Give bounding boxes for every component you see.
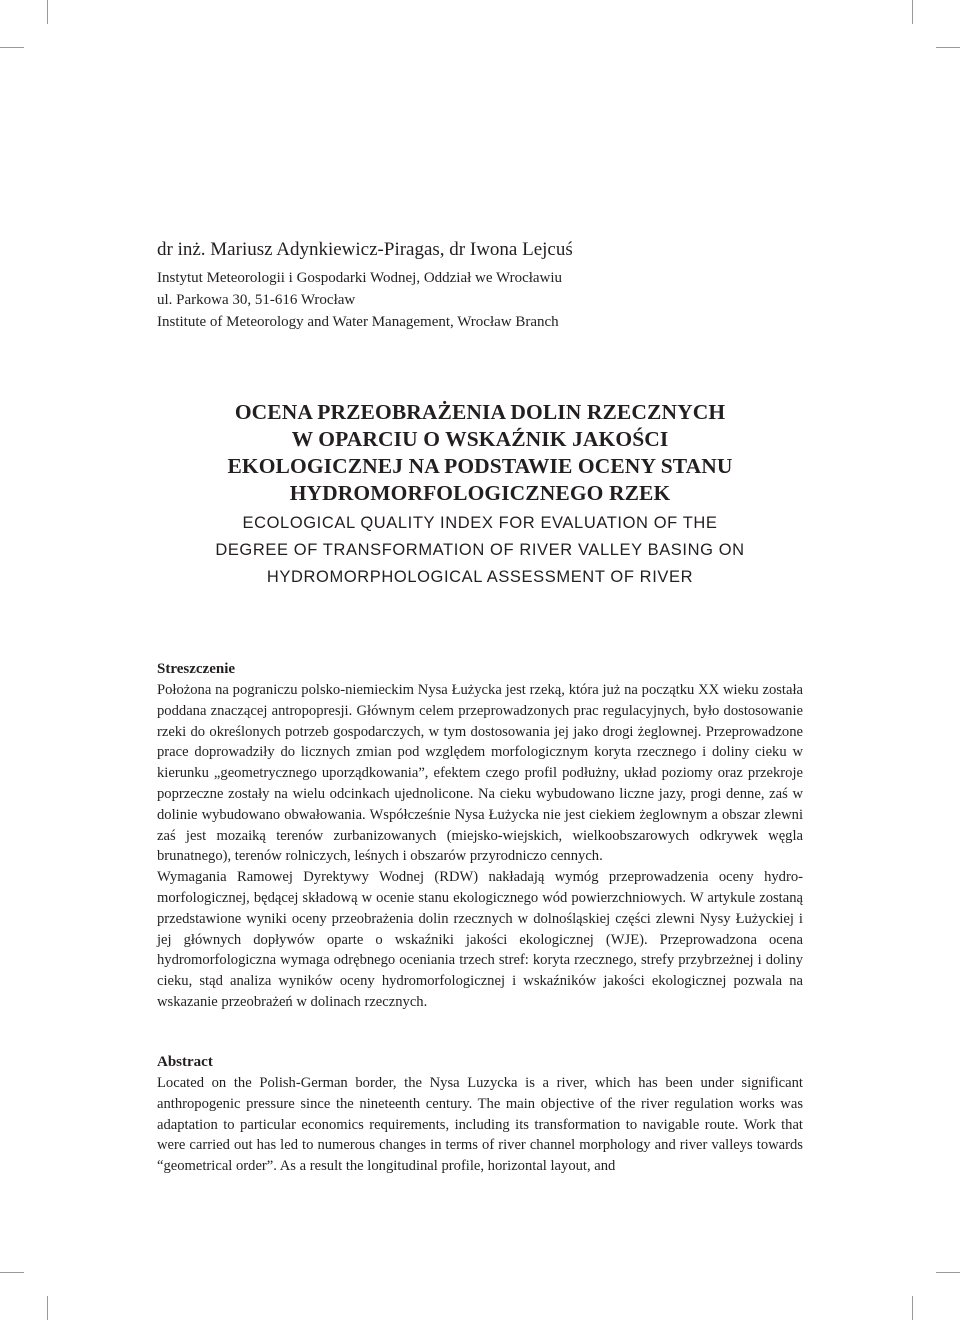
streszczenie-body <box>157 680 803 1013</box>
title-polish-line: OCENA PRZEOBRAŻENIA DOLIN RZECZNYCH <box>234 400 726 424</box>
title-english-line: DEGREE OF TRANSFORMATION OF RIVER VALLEY BASING ON <box>215 541 745 559</box>
affiliation-line: Instytut Meteorologii i Gospodarki Wodnej, Oddział we Wrocławiu <box>157 270 563 286</box>
crop-mark <box>47 0 48 24</box>
crop-mark <box>47 1296 48 1320</box>
streszczenie-paragraph: Położona na pograniczu polsko-niemieckim Nysa Łużycka jest rzeką, która już na początku XX wieku została poddana znaczącej antropopresji. Głównym celem przeprowadzonych prac regulacyjnych, było dostosowanie rzeki do określonych potrzeb gospodarczych, w tym dostosowania jej jako drogi żeglownej. Przeprowadzone prace doprowadziły do licznych zmian pod względem morfologicznym koryta rzecznego i doliny cieku w kierunku „geometrycznego uporządkowania”, efektem czego profil podłużny, układ poziomy oraz przekroje poprzeczne zostały na wielu odcinkach ujednolicone. Na cieku wybudowano liczne jazy, progi denne, zaś w dolinie wybudowano obwałowania. Współcześnie Nysa Łużycka nie jest ciekiem żeglownym a obszar zlewni zaś jest mozaiką terenów zurbanizowanych (miejsko-wiejskich, wielkoobszarowych odkrywek węgla brunatnego), terenów rolniczych, leśnych i obszarów przyrodniczo cennych. <box>157 682 803 865</box>
crop-mark <box>936 1272 960 1273</box>
authors: dr inż. Mariusz Adynkiewicz-Piragas, dr Iwona Lejcuś <box>157 239 573 260</box>
streszczenie-paragraph: Wymagania Ramowej Dyrektywy Wodnej (RDW) nakładają wymóg przeprowadzenia oceny hydromorfologicznej, będącej składową w ocenie stanu ekologicznego wód powierzchniowych. W artykule zostaną przedstawione wyniki oceny przeobrażenia dolin rzecznych w dolnośląskiej części zlewni Nysy Łużyckiej i jej głównych dopływów oparte o wskaźniki jakości ekologicznej (WJE). Przeprowadzona ocena hydromorfologiczna wymaga odrębnego oceniania trzech stref: koryta rzecznego, strefy przybrzeżnej i doliny cieku, stąd analiza wyników oceny hydromorfologicznej i wskaźników jakości ekologicznej pozwala na wskazanie przeobrażeń w dolinach rzecznych. <box>157 869 803 1010</box>
crop-mark <box>936 47 960 48</box>
crop-mark <box>912 1296 913 1320</box>
title-english-line: ECOLOGICAL QUALITY INDEX FOR EVALUATION OF THE <box>242 514 718 532</box>
affiliation-line: ul. Parkowa 30, 51-616 Wrocław <box>157 292 356 308</box>
crop-mark <box>0 47 24 48</box>
title-english <box>157 510 803 591</box>
title-polish-line: HYDROMORFOLOGICZNEGO RZEK <box>289 481 671 505</box>
title-polish-line: W OPARCIU O WSKAŹNIK JAKOŚCI <box>291 427 669 451</box>
title-english-line: HYDROMORPHOLOGICAL ASSESSMENT OF RIVER <box>266 568 694 586</box>
abstract-body <box>157 1073 803 1177</box>
streszczenie-heading: Streszczenie <box>157 661 236 677</box>
affiliation <box>157 267 817 333</box>
title-polish <box>157 399 803 507</box>
crop-mark <box>0 1272 24 1273</box>
title-polish-line: EKOLOGICZNEJ NA PODSTAWIE OCENY STANU <box>227 454 733 478</box>
crop-mark <box>912 0 913 24</box>
affiliation-line: Institute of Meteorology and Water Management, Wrocław Branch <box>157 314 559 330</box>
abstract-heading: Abstract <box>157 1054 213 1070</box>
abstract-paragraph: Located on the Polish-German border, the Nysa Luzycka is a river, which has been under significant anthropogenic pressure since the nineteenth century. The main objective of the river regulation works was adaptation to particular economics requirements, including its transformation to navigable route. Work that were carried out has led to numerous changes in terms of river channel morphology and river valleys towards “geometrical order”. As a result the longitudinal profile, horizontal layout, and <box>157 1075 803 1175</box>
